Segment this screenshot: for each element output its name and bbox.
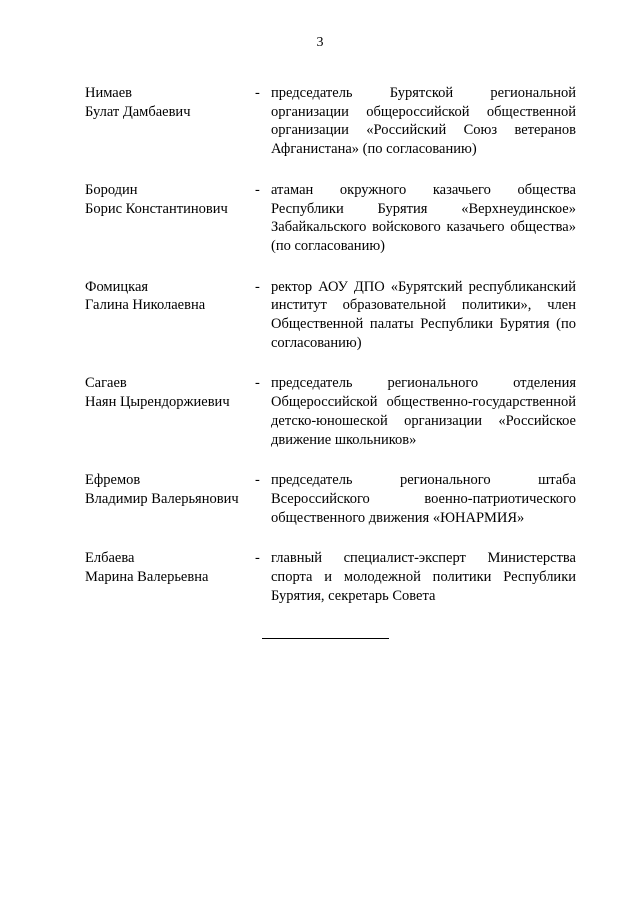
member-role: председатель Бурятской региональной организации общероссийской общественной организации «Российский Союз ветеранов Афганистана» (по согласованию): [271, 85, 576, 158]
member-dash: -: [255, 375, 260, 392]
member-role: главный специалист-эксперт Министерства спорта и молодежной политики Республики Бурятия, секретарь Совета: [271, 550, 576, 604]
page-number: 3: [316, 35, 324, 50]
member-dash: -: [255, 181, 260, 198]
member-role: ректор АОУ ДПО «Бурятский республиканский институт образовательной политики», член Общественной палаты Республики Бурятия (по согласованию): [271, 278, 576, 351]
member-entry: [85, 84, 576, 159]
member-role: атаман окружного казачьего общества Республики Бурятия «Верхнеудинское» Забайкальского войскового казачьего общества» (по согласованию): [271, 181, 576, 254]
member-given-names: Борис Константинович: [85, 200, 228, 217]
member-given-names: Булат Дамбаевич: [85, 103, 191, 120]
member-entry: [85, 549, 576, 605]
member-given-names: Марина Валерьевна: [85, 569, 209, 586]
member-given-names: Владимир Валерьянович: [85, 490, 239, 507]
member-dash: -: [255, 278, 260, 295]
member-name: [85, 181, 255, 218]
member-name: [85, 278, 255, 315]
member-entry: [85, 278, 576, 353]
member-name: [85, 374, 255, 411]
member-dash: -: [255, 472, 260, 489]
member-surname: Фомицкая: [85, 278, 149, 295]
member-role: председатель регионального штаба Всероссийского военно-патриотического общественного движения «ЮНАРМИЯ»: [271, 472, 576, 526]
member-surname: Сагаев: [85, 375, 127, 392]
member-name: [85, 471, 255, 508]
member-name: [85, 549, 255, 586]
member-surname: Елбаева: [85, 550, 135, 567]
member-entry: [85, 181, 576, 256]
member-role: председатель регионального отделения Общероссийской общественно-государственной детско-юношеской организации «Российское движение школьников»: [271, 375, 576, 448]
member-name: [85, 84, 255, 121]
member-given-names: Наян Цырендоржиевич: [85, 394, 230, 411]
member-surname: Ефремов: [85, 472, 141, 489]
closing-divider: [262, 638, 389, 639]
member-entry: [85, 471, 576, 527]
member-surname: Бородин: [85, 181, 138, 198]
member-dash: -: [255, 550, 260, 567]
member-surname: Нимаев: [85, 85, 133, 101]
member-entry: [85, 374, 576, 449]
member-dash: -: [255, 85, 260, 101]
members-list: [85, 84, 576, 627]
member-given-names: Галина Николаевна: [85, 297, 206, 314]
